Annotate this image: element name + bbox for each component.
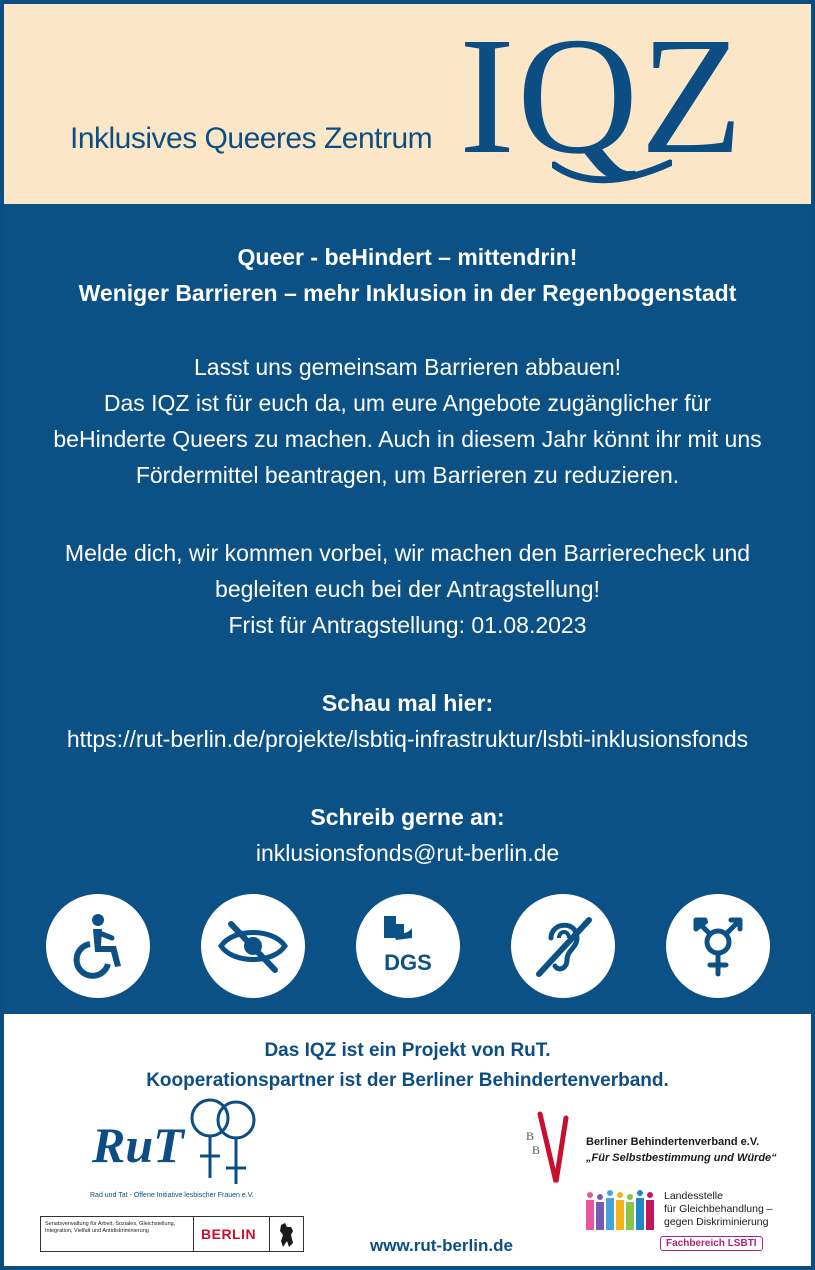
heading-line-1: Queer - beHindert – mittendrin! <box>237 244 578 270</box>
transgender-symbol-icon <box>666 894 770 998</box>
lads-text <box>664 1190 773 1229</box>
website-link[interactable]: www.rut-berlin.de <box>370 1236 513 1255</box>
paragraph-1-line: beHinderte Queers zu machen. Auch in diesem Jahr könnt ihr mit uns <box>53 426 762 452</box>
footer-line-1: Das IQZ ist ein Projekt von RuT. <box>264 1040 551 1061</box>
bbv-name: Berliner Behindertenverband e.V. <box>586 1136 760 1148</box>
hearing-impaired-icon <box>511 894 615 998</box>
paragraph-2-line: Melde dich, wir kommen vorbei, wir machen den Barrierecheck und <box>64 540 751 566</box>
visually-impaired-icon <box>201 894 305 998</box>
main-content <box>4 204 811 1014</box>
lads-line: Landesstelle <box>664 1190 723 1202</box>
rut-logo <box>88 1094 258 1204</box>
divider <box>193 1217 194 1251</box>
heading-line-2: Weniger Barrieren – mehr Inklusion in der Regenbogenstadt <box>78 280 737 306</box>
svg-text:B: B <box>532 1143 541 1157</box>
look-heading: Schau mal hier: <box>321 690 494 716</box>
paragraph-2-line: begleiten euch bei der Antragstellung! <box>215 576 600 602</box>
rut-caption: Rad und Tat - Offene Initiative lesbischer Frauen e.V. <box>90 1192 254 1199</box>
divider <box>269 1217 270 1251</box>
bbv-motto: „Für Selbstbestimmung und Würde“ <box>586 1152 777 1164</box>
svg-text:RuT: RuT <box>92 1117 184 1173</box>
lads-figures-icon <box>584 1190 658 1234</box>
logo-swash <box>552 159 672 189</box>
lads-badge: Fachbereich LSBTI <box>660 1236 763 1251</box>
header-subtitle: Inklusives Queeres Zentrum <box>70 122 433 155</box>
senat-berlin-logo <box>40 1216 304 1252</box>
sign-language-dgs-icon <box>356 894 460 998</box>
paragraph-1-line: Fördermittel beantragen, um Barrieren zu reduzieren. <box>135 462 680 488</box>
email-link[interactable]: inklusionsfonds@rut-berlin.de <box>255 840 560 866</box>
wheelchair-icon <box>46 894 150 998</box>
bbv-logo-icon <box>524 1110 584 1184</box>
svg-text:DGS: DGS <box>384 950 432 975</box>
svg-text:B: B <box>526 1129 535 1143</box>
lads-line: für Gleichbehandlung – <box>664 1203 773 1215</box>
iqz-logo: IQZ <box>459 3 745 189</box>
berlin-label: BERLIN <box>201 1226 257 1242</box>
paragraph-1-line: Das IQZ ist für euch da, um eure Angebote zugänglicher für <box>103 390 712 416</box>
deadline-line: Frist für Antragstellung: 01.08.2023 <box>228 612 587 638</box>
fund-url-link[interactable]: https://rut-berlin.de/projekte/lsbtiq-infrastruktur/lsbti-inklusionsfonds <box>66 726 749 752</box>
footer-line-2: Kooperationspartner ist der Berliner Behindertenverband. <box>146 1070 669 1091</box>
write-heading: Schreib gerne an: <box>310 804 505 830</box>
accessibility-icons-row <box>4 894 811 998</box>
berlin-bear-icon <box>275 1221 299 1249</box>
lads-line: gegen Diskriminierung <box>664 1216 769 1228</box>
footer <box>4 1014 811 1266</box>
header-banner <box>4 4 811 204</box>
paragraph-1-line: Lasst uns gemeinsam Barrieren abbauen! <box>193 354 622 380</box>
senat-text: Senatsverwaltung für Arbeit, Soziales, Gleichstellung, Integration, Vielfalt und Antidiskriminierung <box>45 1221 176 1234</box>
